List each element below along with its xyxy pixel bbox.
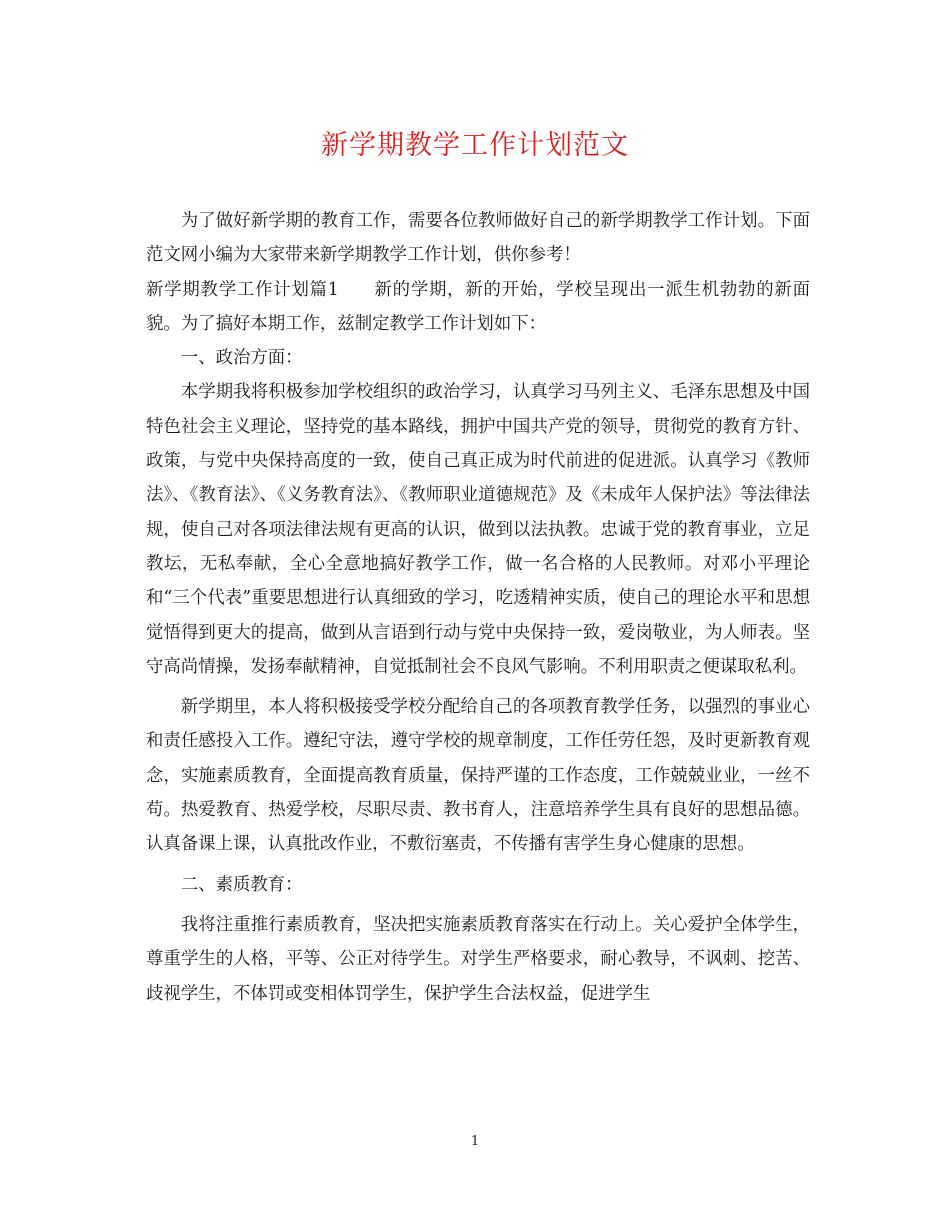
politics-paragraph-2: 新学期里，本人将积极接受学校分配给自己的各项教育教学任务，以强烈的事业心和责任感投入工作。遵纪守法，遵守学校的规章制度，工作任劳任怨，及时更新教育观念，实施素质教育，全面提高教育质量，保持严谨的工作态度，工作兢兢业业，一丝不苟。热爱教育、热爱学校，尽职尽责、教书育人，注意培养学生具有良好的思想品德。认真备课上课，认真批改作业，不敷衍塞责，不传播有害学生身心健康的思想。 [146,697,810,855]
section-opening-paragraph [146,273,810,342]
document-body [146,204,810,1011]
section-opening-text: 新的学期，新的开始，学校呈现出一派生机勃勃的新面貌。为了搞好本期工作，兹制定教学工作计划如下： [146,279,810,334]
page-number: 1 [470,1134,480,1149]
section-label: 新学期教学工作计划篇1 [146,279,339,300]
politics-paragraph-1: 本学期我将积极参加学校组织的政治学习，认真学习马列主义、毛泽东思想及中国特色社会主义理论，坚持党的基本路线，拥护中国共产党的领导，贯彻党的教育方针、政策，与党中央保持高度的一致，使自己真正成为时代前进的促进派。认真学习《教师法》、《教育法》、《义务教育法》、《教师职业道德规范》及《未成年人保护法》等法律法规，使自己对各项法律法规有更高的认识，做到以法执教。忠诚于党的教育事业，立足教坛，无私奉献，全心全意地搞好教学工作，做一名合格的人民教师。对邓小平理论和“三个代表”重要思想进行认真细致的学习，吃透精神实质，使自己的理论水平和思想觉悟得到更大的提高，做到从言语到行动与党中央保持一致，爱岗敬业，为人师表。坚守高尚情操，发扬奉献精神，自觉抵制社会不良风气影响。不利用职责之便谋取私利。 [146,382,810,677]
section-heading-politics: 一、政治方面： [180,348,303,369]
quality-paragraph-1: 我将注重推行素质教育，坚决把实施素质教育落实在行动上。关心爱护全体学生，尊重学生的人格，平等、公正对待学生。对学生严格要求，耐心教导，不讽刺、挖苦、歧视学生，不体罚或变相体罚学生，保护学生合法权益，促进学生 [146,914,810,1004]
document-title: 新学期教学工作计划范文 [321,130,629,161]
intro-paragraph: 为了做好新学期的教育工作，需要各位教师做好自己的新学期教学工作计划。下面范文网小编为大家带来新学期教学工作计划，供你参考！ [146,211,810,266]
section-heading-quality: 二、素质教育： [180,874,303,895]
